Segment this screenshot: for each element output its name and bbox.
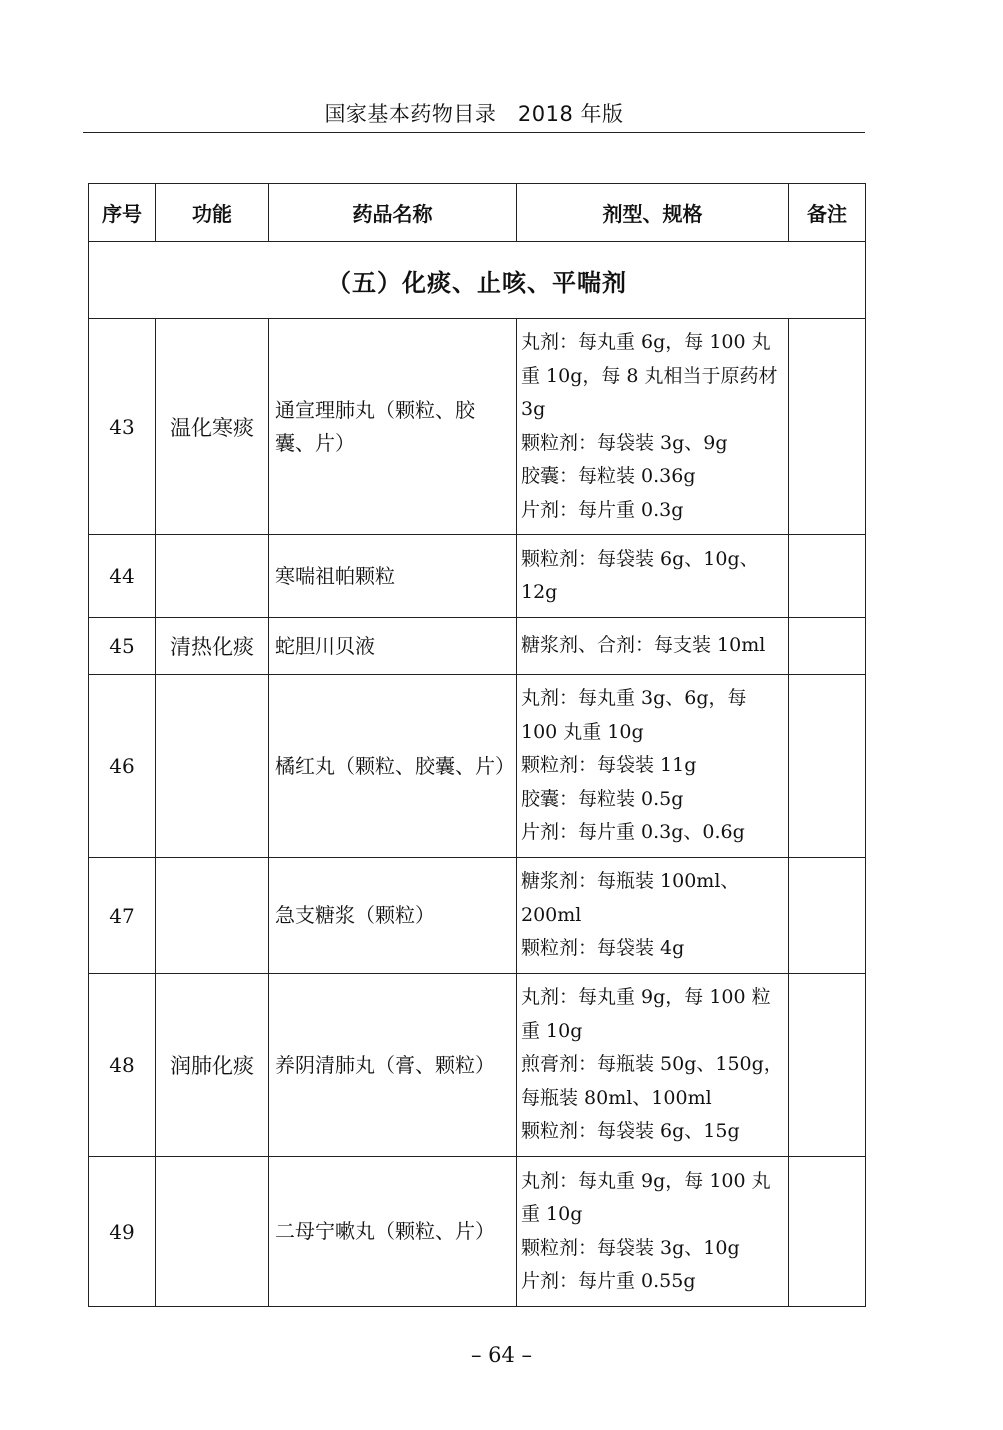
row-number: 46 (89, 675, 156, 858)
row-function (156, 1157, 269, 1307)
row-drug-name: 通宣理肺丸（颗粒、胶囊、片） (269, 319, 517, 535)
row-function: 清热化痰 (156, 618, 269, 675)
row-remarks (789, 618, 866, 675)
row-number: 49 (89, 1157, 156, 1307)
row-spec (517, 618, 789, 675)
section-row (89, 242, 866, 319)
row-drug-name: 蛇胆川贝液 (269, 618, 517, 675)
page-number: – 64 – (470, 1343, 533, 1367)
spec-line: 胶囊：每粒装 0.36g (521, 465, 696, 487)
row-number: 45 (89, 618, 156, 675)
row-drug-name: 橘红丸（颗粒、胶囊、片） (269, 675, 517, 858)
row-function (156, 675, 269, 858)
table-row (89, 618, 866, 675)
spec-line: 颗粒剂：每袋装 4g (521, 937, 685, 960)
spec-line: 片剂：每片重 0.3g (521, 498, 684, 521)
row-number: 48 (89, 974, 156, 1157)
column-header-number: 序号 (89, 184, 156, 242)
drug-catalog-table (88, 183, 866, 1307)
row-drug-name: 急支糖浆（颗粒） (269, 858, 517, 974)
row-spec (517, 1157, 789, 1307)
spec-line: 丸剂：每丸重 9g，每 100 粒重 10g (521, 986, 771, 1042)
table-row (89, 675, 866, 858)
row-function: 润肺化痰 (156, 974, 269, 1157)
spec-line: 丸剂：每丸重 3g、6g，每 100 丸重 10g (521, 687, 747, 743)
spec-line: 颗粒剂：每袋装 11g (521, 754, 697, 777)
row-spec (517, 675, 789, 858)
spec-line: 胶囊：每粒装 0.5g (521, 787, 684, 810)
row-remarks (789, 675, 866, 858)
row-function: 温化寒痰 (156, 319, 269, 535)
spec-line: 丸剂：每丸重 6g，每 100 丸重 10g，每 8 丸相当于原药材 3g (521, 331, 778, 420)
column-header-remarks: 备注 (789, 184, 866, 242)
row-function (156, 858, 269, 974)
row-spec (517, 974, 789, 1157)
spec-line: 片剂：每片重 0.3g、0.6g (521, 821, 745, 844)
header-divider (83, 132, 865, 133)
spec-line: 颗粒剂：每袋装 6g、15g (521, 1120, 740, 1143)
spec-line: 颗粒剂：每袋装 3g、10g (521, 1236, 740, 1259)
column-header-dosage-spec: 剂型、规格 (517, 184, 789, 242)
spec-line: 糖浆剂：每瓶装 100ml、200ml (521, 870, 740, 926)
row-remarks (789, 535, 866, 618)
row-number: 47 (89, 858, 156, 974)
row-drug-name: 养阴清肺丸（膏、颗粒） (269, 974, 517, 1157)
table-row (89, 319, 866, 535)
spec-line: 片剂：每片重 0.55g (521, 1270, 696, 1292)
spec-line: 颗粒剂：每袋装 6g、10g、12g (521, 547, 759, 603)
row-remarks (789, 319, 866, 535)
table-header-row (89, 184, 866, 242)
row-number: 43 (89, 319, 156, 535)
row-remarks (789, 858, 866, 974)
spec-line: 丸剂：每丸重 9g，每 100 丸重 10g (521, 1169, 771, 1225)
row-spec (517, 535, 789, 618)
table-row (89, 858, 866, 974)
section-title: （五）化痰、止咳、平喘剂 (89, 242, 866, 319)
row-drug-name: 寒喘祖帕颗粒 (269, 535, 517, 618)
row-spec (517, 858, 789, 974)
page-header-title: 国家基本药物目录 2018 年版 (324, 102, 624, 126)
row-number: 44 (89, 535, 156, 618)
column-header-drug-name: 药品名称 (269, 184, 517, 242)
spec-line: 糖浆剂、合剂：每支装 10ml (521, 634, 766, 657)
row-spec (517, 319, 789, 535)
spec-line: 颗粒剂：每袋装 3g、9g (521, 431, 728, 454)
table-row (89, 535, 866, 618)
row-remarks (789, 974, 866, 1157)
table-row (89, 974, 866, 1157)
column-header-function: 功能 (156, 184, 269, 242)
row-function (156, 535, 269, 618)
table-row (89, 1157, 866, 1307)
spec-line: 煎膏剂：每瓶装 50g、150g，每瓶装 80ml、100ml (521, 1053, 783, 1109)
row-remarks (789, 1157, 866, 1307)
row-drug-name: 二母宁嗽丸（颗粒、片） (269, 1157, 517, 1307)
